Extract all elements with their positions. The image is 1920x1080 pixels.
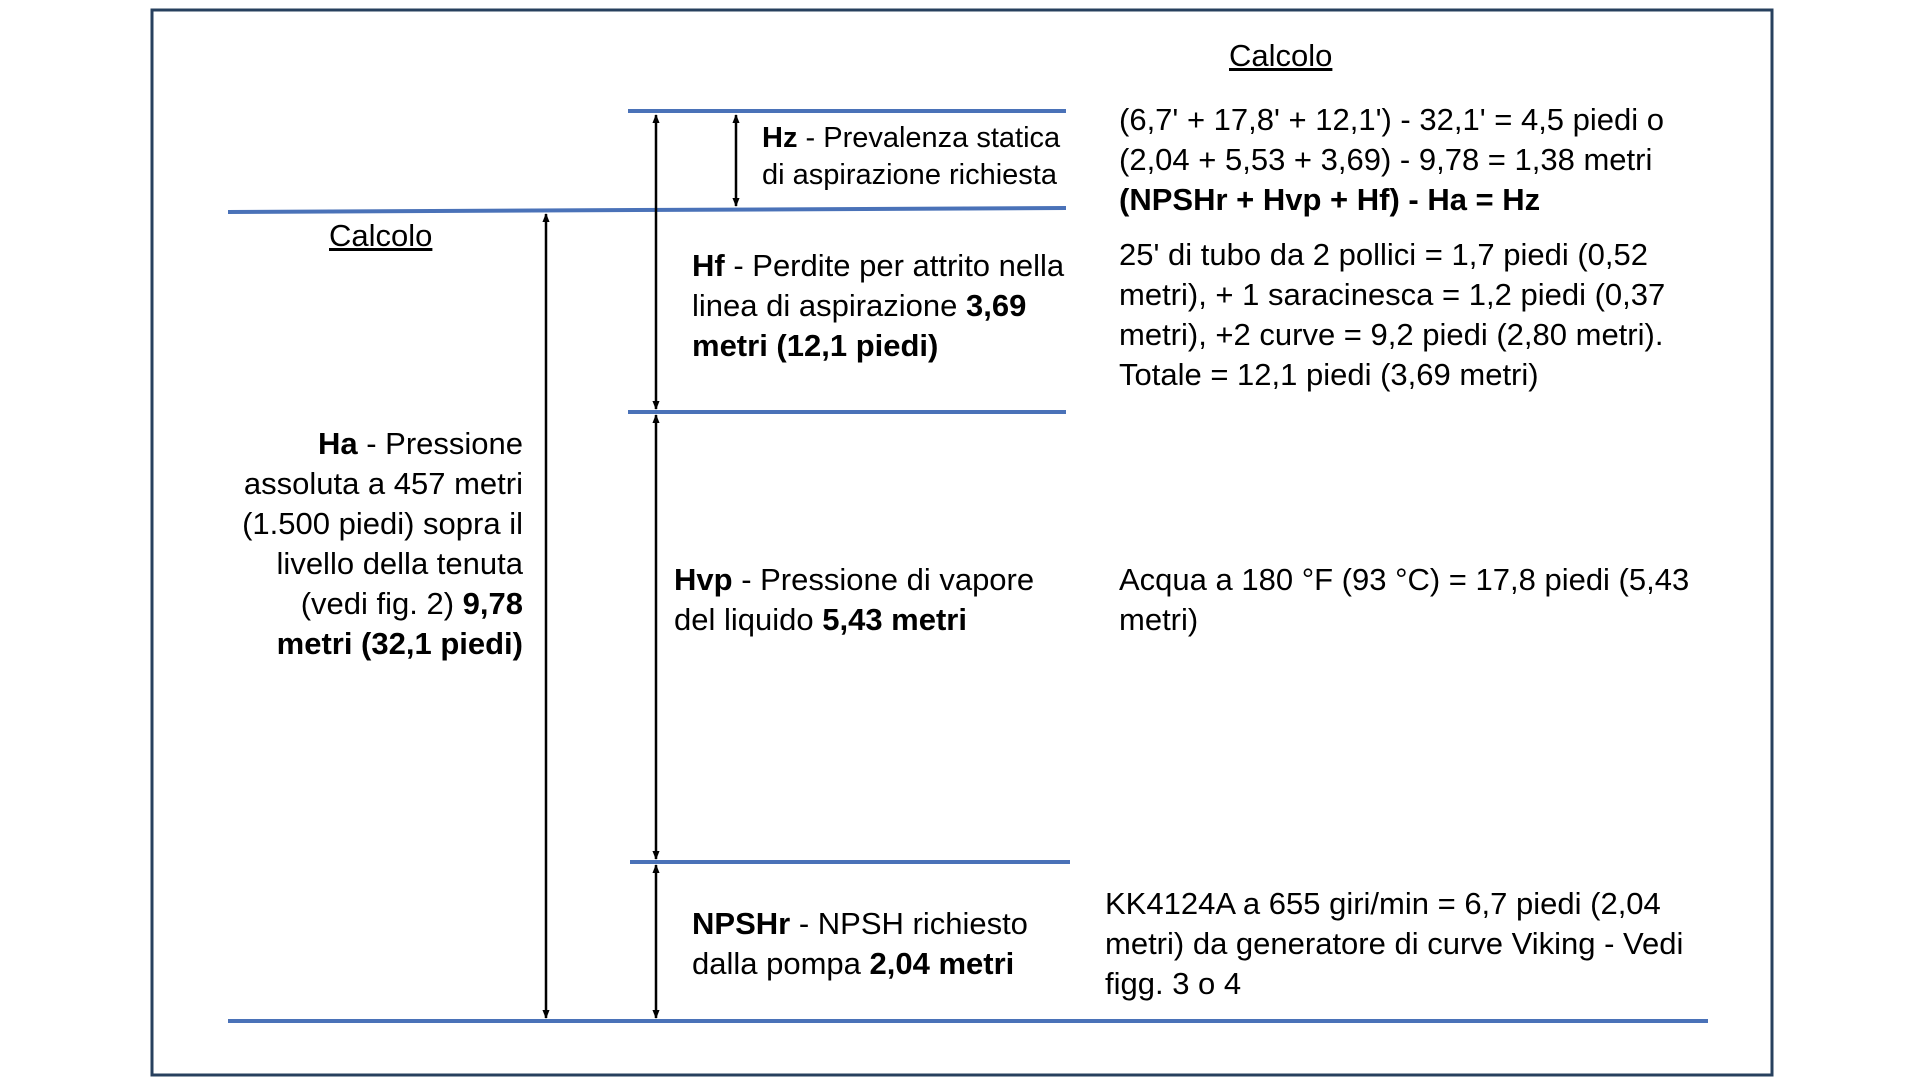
- hz-calc-2: (2,04 + 5,53 + 3,69) - 9,78 = 1,38 metri: [1119, 142, 1653, 177]
- npshr-label: [692, 904, 1028, 984]
- hf-value-ft: metri (12,1 piedi): [692, 328, 939, 363]
- hvp-desc-2: del liquido: [674, 602, 823, 637]
- hvp-calc-1: Acqua a 180 °F (93 °C) = 17,8 piedi (5,43: [1119, 562, 1690, 597]
- hvp-value: 5,43 metri: [822, 602, 967, 637]
- ha-value-m: 9,78: [462, 586, 523, 621]
- hf-desc-1: - Perdite per attrito nella: [724, 248, 1065, 283]
- ha-value-ft: metri (32,1 piedi): [276, 626, 523, 661]
- hvp-label: [674, 560, 1034, 640]
- hf-value-m: 3,69: [966, 288, 1027, 323]
- hf-label: [692, 246, 1064, 366]
- ha-desc-5: (vedi fig. 2): [300, 586, 463, 621]
- hf-calc-3: metri), +2 curve = 9,2 piedi (2,80 metri).: [1119, 317, 1664, 352]
- hz-desc-1: - Prevalenza statica: [797, 122, 1061, 154]
- ha-desc-4: livello della tenuta: [276, 546, 523, 581]
- npshr-value: 2,04 metri: [869, 946, 1015, 981]
- hvp-calc: [1119, 560, 1689, 640]
- npshr-desc-1: - NPSH richiesto: [790, 906, 1028, 941]
- hz-formula: (NPSHr + Hvp + Hf) - Ha = Hz: [1119, 182, 1541, 217]
- hf-calc-2: metri), + 1 saracinesca = 1,2 piedi (0,37: [1119, 277, 1666, 312]
- hf-symbol: Hf: [692, 248, 725, 283]
- hvp-calc-2: metri): [1119, 602, 1199, 637]
- hz-label: [762, 120, 1060, 194]
- npshr-desc-2: dalla pompa: [692, 946, 870, 981]
- level-line-seal: [228, 208, 1066, 212]
- hz-calc-1: (6,7' + 17,8' + 12,1') - 32,1' = 4,5 piedi o: [1119, 102, 1665, 137]
- npshr-calc: [1105, 884, 1683, 1004]
- hvp-desc-1: - Pressione di vapore: [732, 562, 1035, 597]
- hz-calc: [1119, 100, 1664, 220]
- hf-calc-4: Totale = 12,1 piedi (3,69 metri): [1119, 357, 1539, 392]
- hz-desc-2: di aspirazione richiesta: [762, 159, 1057, 191]
- ha-desc-3: (1.500 piedi) sopra il: [242, 506, 523, 541]
- hf-calc: [1119, 235, 1665, 395]
- hvp-symbol: Hvp: [674, 562, 733, 597]
- ha-label: [242, 424, 523, 664]
- ha-desc-1: - Pressione: [357, 426, 523, 461]
- npshr-symbol: NPSHr: [692, 906, 791, 941]
- left-title: Calcolo: [329, 218, 433, 253]
- hf-desc-2: linea di aspirazione: [692, 288, 967, 323]
- npshr-calc-3: figg. 3 o 4: [1105, 966, 1242, 1001]
- ha-desc-2: assoluta a 457 metri: [243, 466, 523, 501]
- right-title: Calcolo: [1229, 38, 1333, 73]
- npshr-calc-1: KK4124A a 655 giri/min = 6,7 piedi (2,04: [1105, 886, 1661, 921]
- npshr-calc-2: metri) da generatore di curve Viking - Vedi: [1105, 926, 1684, 961]
- ha-symbol: Ha: [317, 426, 358, 461]
- hf-calc-1: 25' di tubo da 2 pollici = 1,7 piedi (0,52: [1119, 237, 1648, 272]
- hz-symbol: Hz: [762, 122, 798, 154]
